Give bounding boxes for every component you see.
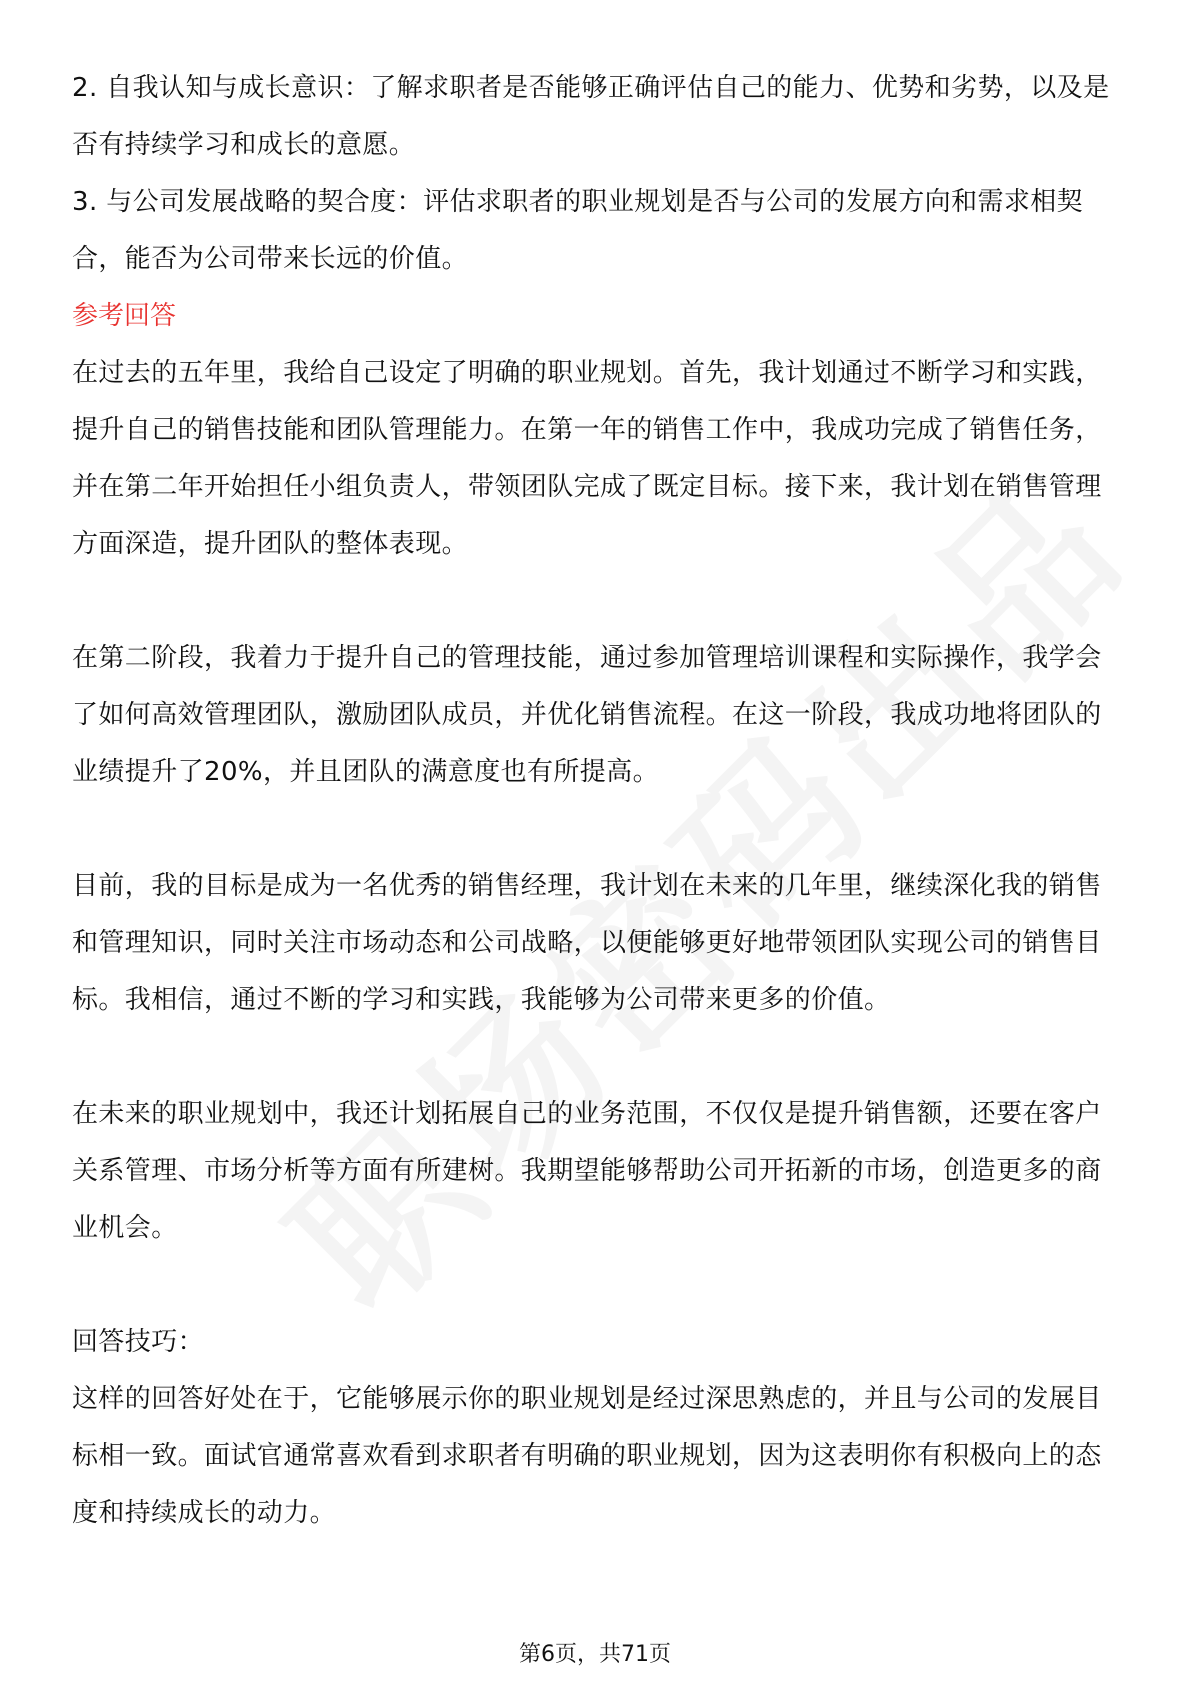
reference-answer-heading: 参考回答	[72, 301, 177, 331]
paragraph-spacer	[72, 573, 1118, 630]
answer-paragraph-2: 在第二阶段，我着力于提升自己的管理技能，通过参加管理培训课程和实际操作，我学会了如何高效管理团队，激励团队成员，并优化销售流程。在这一阶段，我成功地将团队的业绩提升了20%，并且团队的满意度也有所提高。	[72, 643, 1102, 787]
criteria-item-3: 3. 与公司发展战略的契合度：评估求职者的职业规划是否与公司的发展方向和需求相契合，能否为公司带来长远的价值。	[72, 187, 1084, 274]
tips-heading: 回答技巧：	[72, 1327, 205, 1357]
paragraph-spacer	[72, 1257, 1118, 1314]
paragraph-spacer	[72, 1029, 1118, 1086]
page-number-footer: 第6页，共71页	[519, 1642, 671, 1667]
answer-paragraph-3: 目前，我的目标是成为一名优秀的销售经理，我计划在未来的几年里，继续深化我的销售和管理知识，同时关注市场动态和公司战略，以便能够更好地带领团队实现公司的销售目标。我相信，通过不断的学习和实践，我能够为公司带来更多的价值。	[72, 871, 1102, 1015]
criteria-item-2: 2. 自我认知与成长意识：了解求职者是否能够正确评估自己的能力、优势和劣势，以及是否有持续学习和成长的意愿。	[72, 73, 1110, 160]
tips-paragraph: 这样的回答好处在于，它能够展示你的职业规划是经过深思熟虑的，并且与公司的发展目标相一致。面试官通常喜欢看到求职者有明确的职业规划，因为这表明你有积极向上的态度和持续成长的动力。	[72, 1384, 1102, 1528]
page-content	[72, 60, 1118, 1542]
answer-paragraph-1: 在过去的五年里，我给自己设定了明确的职业规划。首先，我计划通过不断学习和实践，提升自己的销售技能和团队管理能力。在第一年的销售工作中，我成功完成了销售任务，并在第二年开始担任小组负责人，带领团队完成了既定目标。接下来，我计划在销售管理方面深造，提升团队的整体表现。	[72, 358, 1102, 559]
answer-paragraph-4: 在未来的职业规划中，我还计划拓展自己的业务范围，不仅仅是提升销售额，还要在客户关系管理、市场分析等方面有所建树。我期望能够帮助公司开拓新的市场，创造更多的商业机会。	[72, 1099, 1102, 1243]
paragraph-spacer	[72, 801, 1118, 858]
